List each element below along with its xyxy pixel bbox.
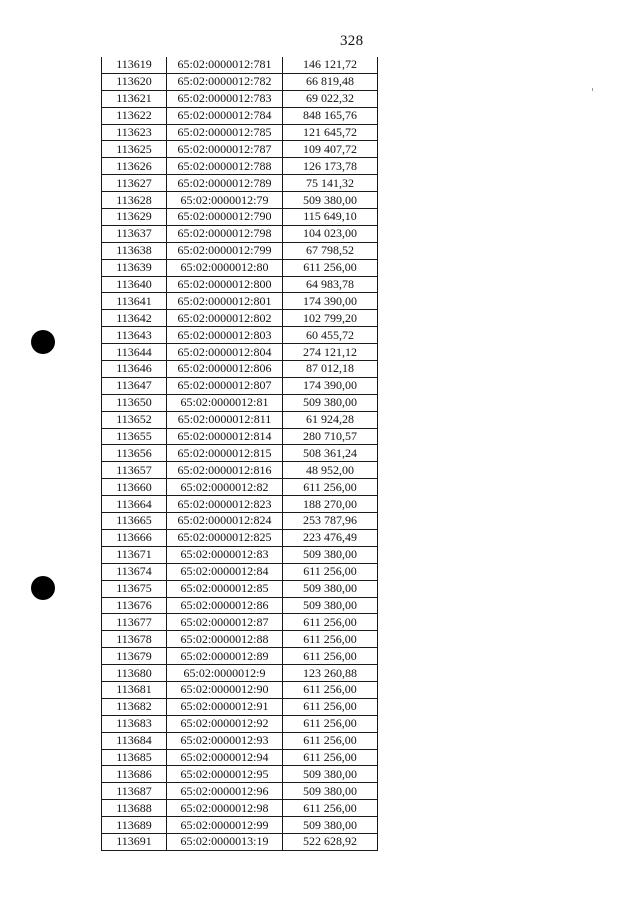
- value-cell: 611 256,00: [283, 479, 378, 496]
- table-row: [102, 259, 378, 276]
- record-id-cell: 113628: [102, 192, 167, 209]
- record-id-cell: 113643: [102, 327, 167, 344]
- value-cell: 611 256,00: [283, 800, 378, 817]
- cadastral-number-cell: 65:02:0000012:801: [167, 293, 283, 310]
- cadastral-number-cell: 65:02:0000012:811: [167, 411, 283, 428]
- cadastral-number-cell: 65:02:0000012:82: [167, 479, 283, 496]
- value-cell: 611 256,00: [283, 259, 378, 276]
- record-id-cell: 113674: [102, 563, 167, 580]
- cadastral-number-cell: 65:02:0000012:81: [167, 394, 283, 411]
- table-row: [102, 563, 378, 580]
- record-id-cell: 113619: [102, 57, 167, 73]
- cadastral-number-cell: 65:02:0000012:816: [167, 462, 283, 479]
- table-row: [102, 57, 378, 73]
- record-id-cell: 113686: [102, 766, 167, 783]
- table-row: [102, 783, 378, 800]
- value-cell: 253 787,96: [283, 513, 378, 530]
- cadastral-number-cell: 65:02:0000012:86: [167, 597, 283, 614]
- cadastral-number-cell: 65:02:0000012:815: [167, 445, 283, 462]
- value-cell: 75 141,32: [283, 175, 378, 192]
- table-row: [102, 361, 378, 378]
- record-id-cell: 113691: [102, 833, 167, 850]
- cadastral-number-cell: 65:02:0000012:806: [167, 361, 283, 378]
- punch-hole-top: [31, 330, 55, 354]
- table-row: [102, 732, 378, 749]
- table-row: [102, 817, 378, 834]
- table-row: [102, 580, 378, 597]
- record-id-cell: 113677: [102, 614, 167, 631]
- record-id-cell: 113637: [102, 225, 167, 242]
- table-row: [102, 394, 378, 411]
- table-row: [102, 462, 378, 479]
- cadastral-number-cell: 65:02:0000012:798: [167, 225, 283, 242]
- record-id-cell: 113664: [102, 496, 167, 513]
- value-cell: 611 256,00: [283, 715, 378, 732]
- cadastral-number-cell: 65:02:0000012:788: [167, 158, 283, 175]
- table-row: [102, 681, 378, 698]
- table-row: [102, 698, 378, 715]
- record-id-cell: 113685: [102, 749, 167, 766]
- value-cell: 61 924,28: [283, 411, 378, 428]
- table-row: [102, 665, 378, 682]
- table-row: [102, 124, 378, 141]
- record-id-cell: 113625: [102, 141, 167, 158]
- record-id-cell: 113655: [102, 428, 167, 445]
- cadastral-number-cell: 65:02:0000012:84: [167, 563, 283, 580]
- punch-hole-bottom: [31, 576, 55, 600]
- cadastral-number-cell: 65:02:0000012:814: [167, 428, 283, 445]
- table-row: [102, 192, 378, 209]
- table-row: [102, 293, 378, 310]
- scan-mark: [592, 88, 593, 91]
- value-cell: 126 173,78: [283, 158, 378, 175]
- record-id-cell: 113678: [102, 631, 167, 648]
- table-row: [102, 90, 378, 107]
- table-row: [102, 648, 378, 665]
- cadastral-number-cell: 65:02:0000012:94: [167, 749, 283, 766]
- cadastral-number-cell: 65:02:0000012:92: [167, 715, 283, 732]
- cadastral-number-cell: 65:02:0000012:804: [167, 344, 283, 361]
- cadastral-number-cell: 65:02:0000012:787: [167, 141, 283, 158]
- value-cell: 223 476,49: [283, 529, 378, 546]
- table-row: [102, 546, 378, 563]
- record-id-cell: 113688: [102, 800, 167, 817]
- value-cell: 848 165,76: [283, 107, 378, 124]
- value-cell: 67 798,52: [283, 242, 378, 259]
- cadastral-number-cell: 65:02:0000012:95: [167, 766, 283, 783]
- cadastral-number-cell: 65:02:0000012:824: [167, 513, 283, 530]
- value-cell: 66 819,48: [283, 73, 378, 90]
- record-id-cell: 113689: [102, 817, 167, 834]
- table-row: [102, 242, 378, 259]
- table-row: [102, 715, 378, 732]
- cadastral-number-cell: 65:02:0000012:99: [167, 817, 283, 834]
- value-cell: 509 380,00: [283, 817, 378, 834]
- cadastral-number-cell: 65:02:0000012:825: [167, 529, 283, 546]
- value-cell: 508 361,24: [283, 445, 378, 462]
- record-id-cell: 113642: [102, 310, 167, 327]
- value-cell: 611 256,00: [283, 648, 378, 665]
- table-row: [102, 479, 378, 496]
- record-id-cell: 113666: [102, 529, 167, 546]
- cadastral-number-cell: 65:02:0000012:790: [167, 209, 283, 226]
- cadastral-number-cell: 65:02:0000012:785: [167, 124, 283, 141]
- record-id-cell: 113627: [102, 175, 167, 192]
- cadastral-number-cell: 65:02:0000013:19: [167, 833, 283, 850]
- registry-table: [101, 57, 378, 851]
- table-row: [102, 513, 378, 530]
- table-row: [102, 800, 378, 817]
- record-id-cell: 113629: [102, 209, 167, 226]
- record-id-cell: 113652: [102, 411, 167, 428]
- cadastral-number-cell: 65:02:0000012:782: [167, 73, 283, 90]
- value-cell: 102 799,20: [283, 310, 378, 327]
- cadastral-number-cell: 65:02:0000012:783: [167, 90, 283, 107]
- cadastral-number-cell: 65:02:0000012:83: [167, 546, 283, 563]
- record-id-cell: 113621: [102, 90, 167, 107]
- value-cell: 146 121,72: [283, 57, 378, 73]
- record-id-cell: 113679: [102, 648, 167, 665]
- value-cell: 64 983,78: [283, 276, 378, 293]
- value-cell: 509 380,00: [283, 546, 378, 563]
- table-row: [102, 327, 378, 344]
- value-cell: 509 380,00: [283, 783, 378, 800]
- cadastral-number-cell: 65:02:0000012:781: [167, 57, 283, 73]
- record-id-cell: 113646: [102, 361, 167, 378]
- table-row: [102, 310, 378, 327]
- cadastral-number-cell: 65:02:0000012:87: [167, 614, 283, 631]
- value-cell: 509 380,00: [283, 597, 378, 614]
- table-row: [102, 411, 378, 428]
- table-row: [102, 141, 378, 158]
- record-id-cell: 113657: [102, 462, 167, 479]
- record-id-cell: 113681: [102, 681, 167, 698]
- cadastral-number-cell: 65:02:0000012:9: [167, 665, 283, 682]
- table-row: [102, 158, 378, 175]
- table-row: [102, 496, 378, 513]
- table-row: [102, 597, 378, 614]
- table-row: [102, 749, 378, 766]
- table-row: [102, 107, 378, 124]
- record-id-cell: 113620: [102, 73, 167, 90]
- table-row: [102, 445, 378, 462]
- table-row: [102, 833, 378, 850]
- value-cell: 123 260,88: [283, 665, 378, 682]
- cadastral-number-cell: 65:02:0000012:91: [167, 698, 283, 715]
- record-id-cell: 113622: [102, 107, 167, 124]
- record-id-cell: 113680: [102, 665, 167, 682]
- value-cell: 60 455,72: [283, 327, 378, 344]
- record-id-cell: 113640: [102, 276, 167, 293]
- table-row: [102, 225, 378, 242]
- cadastral-number-cell: 65:02:0000012:80: [167, 259, 283, 276]
- table-row: [102, 344, 378, 361]
- record-id-cell: 113641: [102, 293, 167, 310]
- value-cell: 109 407,72: [283, 141, 378, 158]
- table-row: [102, 766, 378, 783]
- record-id-cell: 113656: [102, 445, 167, 462]
- value-cell: 174 390,00: [283, 293, 378, 310]
- table-row: [102, 428, 378, 445]
- record-id-cell: 113626: [102, 158, 167, 175]
- value-cell: 509 380,00: [283, 766, 378, 783]
- value-cell: 611 256,00: [283, 563, 378, 580]
- value-cell: 611 256,00: [283, 749, 378, 766]
- record-id-cell: 113660: [102, 479, 167, 496]
- value-cell: 509 380,00: [283, 192, 378, 209]
- record-id-cell: 113684: [102, 732, 167, 749]
- record-id-cell: 113650: [102, 394, 167, 411]
- value-cell: 611 256,00: [283, 732, 378, 749]
- table-row: [102, 175, 378, 192]
- record-id-cell: 113687: [102, 783, 167, 800]
- cadastral-number-cell: 65:02:0000012:88: [167, 631, 283, 648]
- table-row: [102, 73, 378, 90]
- record-id-cell: 113623: [102, 124, 167, 141]
- cadastral-number-cell: 65:02:0000012:93: [167, 732, 283, 749]
- value-cell: 280 710,57: [283, 428, 378, 445]
- table-row: [102, 631, 378, 648]
- record-id-cell: 113638: [102, 242, 167, 259]
- cadastral-number-cell: 65:02:0000012:96: [167, 783, 283, 800]
- value-cell: 174 390,00: [283, 377, 378, 394]
- value-cell: 611 256,00: [283, 631, 378, 648]
- cadastral-number-cell: 65:02:0000012:789: [167, 175, 283, 192]
- record-id-cell: 113682: [102, 698, 167, 715]
- record-id-cell: 113639: [102, 259, 167, 276]
- cadastral-number-cell: 65:02:0000012:89: [167, 648, 283, 665]
- value-cell: 69 022,32: [283, 90, 378, 107]
- value-cell: 104 023,00: [283, 225, 378, 242]
- cadastral-number-cell: 65:02:0000012:85: [167, 580, 283, 597]
- cadastral-number-cell: 65:02:0000012:799: [167, 242, 283, 259]
- page-number: 328: [340, 33, 364, 49]
- table-row: [102, 614, 378, 631]
- value-cell: 274 121,12: [283, 344, 378, 361]
- cadastral-number-cell: 65:02:0000012:784: [167, 107, 283, 124]
- value-cell: 611 256,00: [283, 681, 378, 698]
- value-cell: 509 380,00: [283, 580, 378, 597]
- table-row: [102, 529, 378, 546]
- value-cell: 48 952,00: [283, 462, 378, 479]
- cadastral-number-cell: 65:02:0000012:807: [167, 377, 283, 394]
- cadastral-number-cell: 65:02:0000012:79: [167, 192, 283, 209]
- cadastral-number-cell: 65:02:0000012:90: [167, 681, 283, 698]
- record-id-cell: 113671: [102, 546, 167, 563]
- record-id-cell: 113675: [102, 580, 167, 597]
- value-cell: 509 380,00: [283, 394, 378, 411]
- cadastral-number-cell: 65:02:0000012:823: [167, 496, 283, 513]
- value-cell: 611 256,00: [283, 614, 378, 631]
- cadastral-number-cell: 65:02:0000012:800: [167, 276, 283, 293]
- registry-table-body: [102, 57, 378, 850]
- record-id-cell: 113647: [102, 377, 167, 394]
- value-cell: 87 012,18: [283, 361, 378, 378]
- record-id-cell: 113665: [102, 513, 167, 530]
- record-id-cell: 113644: [102, 344, 167, 361]
- value-cell: 611 256,00: [283, 698, 378, 715]
- record-id-cell: 113683: [102, 715, 167, 732]
- cadastral-number-cell: 65:02:0000012:803: [167, 327, 283, 344]
- table-row: [102, 377, 378, 394]
- record-id-cell: 113676: [102, 597, 167, 614]
- cadastral-number-cell: 65:02:0000012:98: [167, 800, 283, 817]
- table-row: [102, 276, 378, 293]
- cadastral-number-cell: 65:02:0000012:802: [167, 310, 283, 327]
- value-cell: 522 628,92: [283, 833, 378, 850]
- value-cell: 115 649,10: [283, 209, 378, 226]
- table-row: [102, 209, 378, 226]
- value-cell: 121 645,72: [283, 124, 378, 141]
- value-cell: 188 270,00: [283, 496, 378, 513]
